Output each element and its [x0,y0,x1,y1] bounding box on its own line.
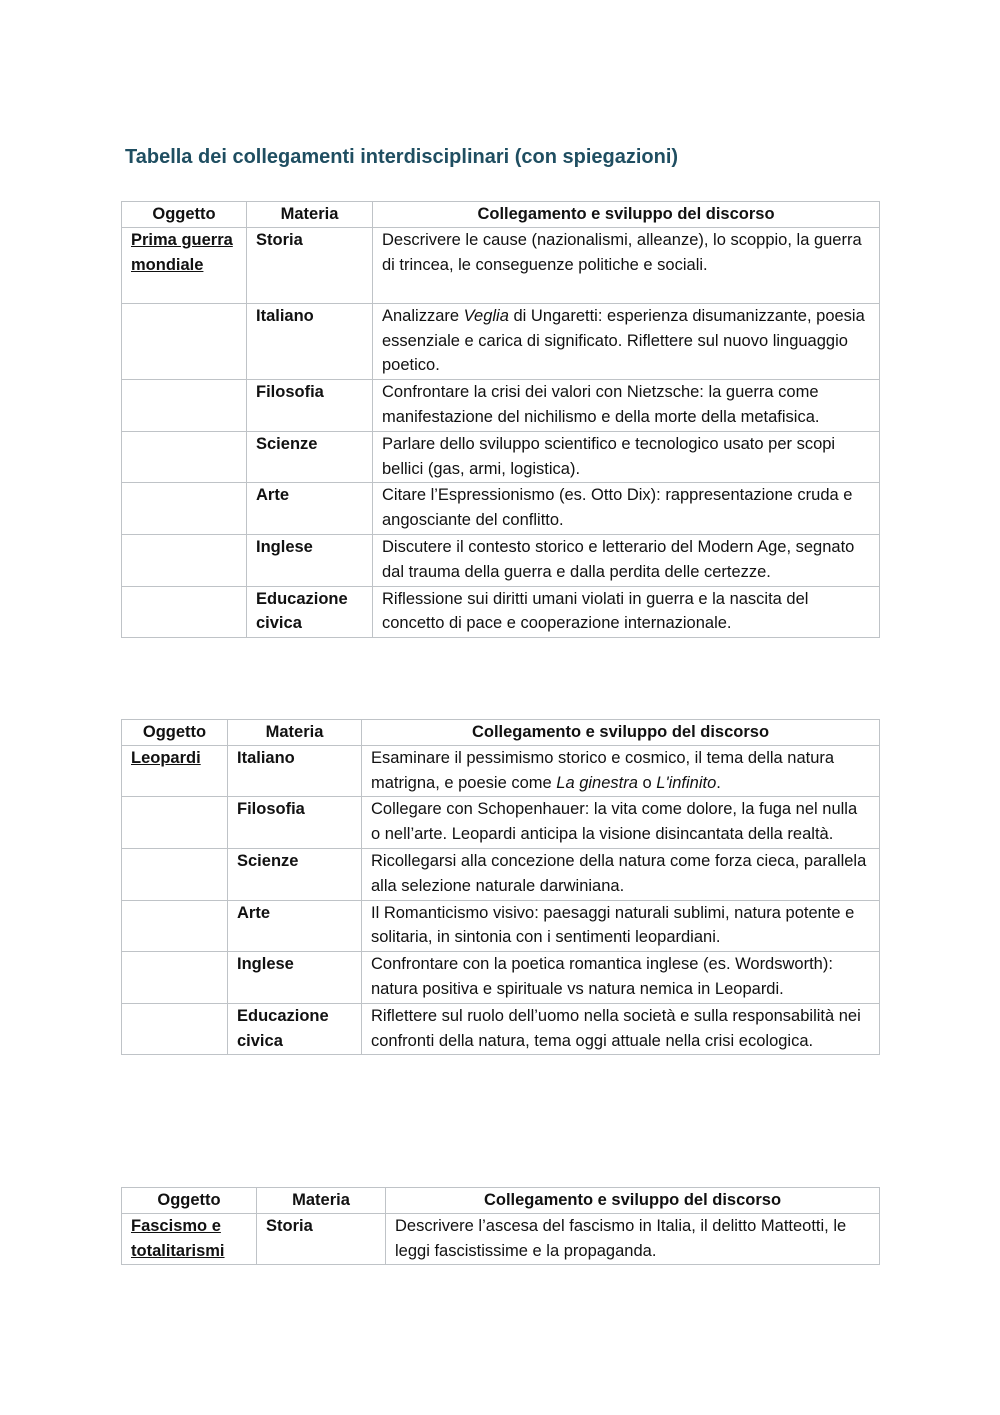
table-row [122,586,880,638]
empty-cell [122,797,228,849]
table-row [122,797,880,849]
document-title: Tabella dei collegamenti interdisciplinari (con spiegazioni) [125,146,679,168]
materia-cell: Scienze [247,431,373,483]
table-prima-guerra-mondiale [121,201,880,638]
table-fascismo [121,1187,880,1265]
table-header-row [122,1188,880,1214]
empty-cell [122,900,228,952]
materia-cell: Arte [247,483,373,535]
header-oggetto: Oggetto [122,202,247,228]
collegamento-cell: Confrontare con la poetica romantica inglese (es. Wordsworth): natura positiva e spirituale vs natura nemica in Leopardi. [362,952,880,1004]
empty-cell [122,431,247,483]
collegamento-cell: Riflessione sui diritti umani violati in guerra e la nascita del concetto di pace e cooperazione internazionale. [373,586,880,638]
materia-cell: Educazione civica [228,1003,362,1055]
empty-cell [122,952,228,1004]
empty-cell [122,483,247,535]
header-oggetto: Oggetto [122,1188,257,1214]
header-collegamento: Collegamento e sviluppo del discorso [386,1188,880,1214]
text-run: o [637,773,657,792]
empty-cell [122,586,247,638]
collegamento-cell: Riflettere sul ruolo dell’uomo nella società e sulla responsabilità nei confronti della natura, tema oggi attuale nella crisi ecologica. [362,1003,880,1055]
materia-cell: Filosofia [228,797,362,849]
table-leopardi [121,719,880,1055]
collegamento-cell: Citare l’Espressionismo (es. Otto Dix): rappresentazione cruda e angosciante del conflitto. [373,483,880,535]
table-header-row [122,720,880,746]
text-run: di Ungaretti: esperienza disumanizzante, poesia essenziale e carica di significato. Riflettere sul nuovo linguaggio poetico. [382,306,865,375]
table-row [122,1003,880,1055]
collegamento-cell: Discutere il contesto storico e letterario del Modern Age, segnato dal trauma della guerra e dalla perdita delle certezze. [373,534,880,586]
table-header-row [122,202,880,228]
materia-cell: Inglese [247,534,373,586]
header-materia: Materia [247,202,373,228]
oggetto-cell: Leopardi [122,745,228,797]
collegamento-cell: Il Romanticismo visivo: paesaggi naturali sublimi, natura potente e solitaria, in sintonia con i sentimenti leopardiani. [362,900,880,952]
collegamento-cell: Collegare con Schopenhauer: la vita come dolore, la fuga nel nulla o nell’arte. Leopardi anticipa la visione disincantata della realtà. [362,797,880,849]
table-row [122,848,880,900]
materia-cell: Scienze [228,848,362,900]
collegamento-cell [362,745,880,797]
collegamento-cell: Ricollegarsi alla concezione della natura come forza cieca, parallela alla selezione naturale darwiniana. [362,848,880,900]
collegamento-cell: Parlare dello sviluppo scientifico e tecnologico usato per scopi bellici (gas, armi, logistica). [373,431,880,483]
text-run: Esaminare il pessimismo storico e cosmico, il tema della natura matrigna, e poesie come [371,748,835,792]
table-row [122,227,880,303]
empty-cell [122,534,247,586]
empty-cell [122,848,228,900]
empty-cell [122,303,247,379]
collegamento-cell: Descrivere l’ascesa del fascismo in Italia, il delitto Matteotti, le leggi fascistissime e la propaganda. [386,1213,880,1265]
materia-cell: Educazione civica [247,586,373,638]
table-row [122,952,880,1004]
collegamento-cell: Confrontare la crisi dei valori con Nietzsche: la guerra come manifestazione del nichilismo e della morte della metafisica. [373,380,880,432]
collegamento-cell: Descrivere le cause (nazionalismi, alleanze), lo scoppio, la guerra di trincea, le conseguenze politiche e sociali. [373,227,880,303]
table-row [122,303,880,379]
table-row [122,745,880,797]
table-row [122,900,880,952]
empty-cell [122,380,247,432]
oggetto-cell: Fascismo e totalitarismi [122,1213,257,1265]
materia-cell: Italiano [247,303,373,379]
table-row [122,483,880,535]
text-run: . [716,773,721,792]
italic-title: L'infinito [656,773,717,792]
materia-cell: Arte [228,900,362,952]
materia-cell: Storia [257,1213,386,1265]
header-oggetto: Oggetto [122,720,228,746]
italic-title: La ginestra [556,773,638,792]
header-materia: Materia [257,1188,386,1214]
materia-cell: Storia [247,227,373,303]
empty-cell [122,1003,228,1055]
materia-cell: Filosofia [247,380,373,432]
header-collegamento: Collegamento e sviluppo del discorso [362,720,880,746]
header-materia: Materia [228,720,362,746]
table-row [122,380,880,432]
materia-cell: Italiano [228,745,362,797]
table-row [122,431,880,483]
header-collegamento: Collegamento e sviluppo del discorso [373,202,880,228]
text-run: Analizzare [382,306,464,325]
italic-title: Veglia [463,306,509,325]
table-row [122,534,880,586]
collegamento-cell [373,303,880,379]
materia-cell: Inglese [228,952,362,1004]
oggetto-cell: Prima guerra mondiale [122,227,247,303]
table-row [122,1213,880,1265]
